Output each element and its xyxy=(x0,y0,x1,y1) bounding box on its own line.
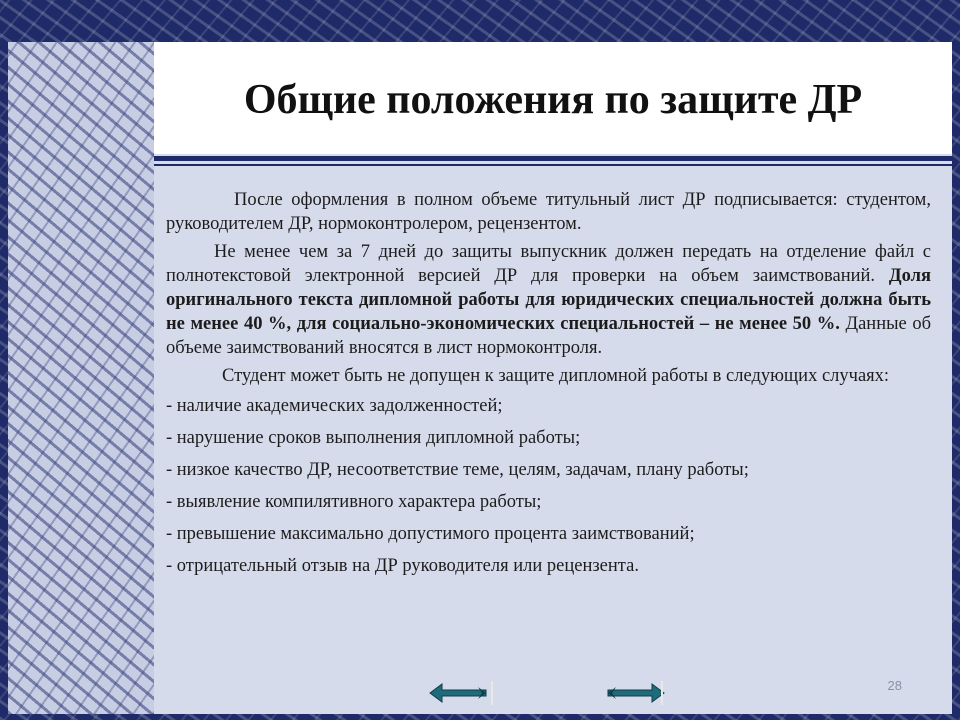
paragraph-admission: Студент может быть не допущен к защите дипломной работы в следующих случаях: xyxy=(222,366,890,386)
pen-pattern-column xyxy=(8,42,154,714)
slide-title: Общие положения по защите ДР xyxy=(243,77,863,123)
paragraph-text: Не менее чем за 7 дней до защиты выпускник должен передать на отделение файл с полнотекстовой электронной версией ДР для проверки на объем заимствований. xyxy=(166,242,931,286)
list-item: - превышение максимально допустимого процента заимствований; xyxy=(166,524,695,544)
title-box xyxy=(154,42,952,154)
list-item: - наличие академических задолженностей; xyxy=(166,396,503,416)
slide-body xyxy=(166,188,931,586)
list-item: - нарушение сроков выполнения дипломной работы; xyxy=(166,428,581,448)
page-number: 28 xyxy=(887,678,902,693)
paragraph-text: Данные об объеме заимствований вносятся в лист нормоконтроля. xyxy=(166,314,931,358)
list-item: - низкое качество ДР, несоответствие теме, целям, задачам, плану работы; xyxy=(166,460,749,480)
list-item: - выявление компилятивного характера работы; xyxy=(166,492,542,512)
next-slide-button[interactable] xyxy=(596,678,666,708)
arrow-right-icon xyxy=(596,678,666,708)
originality-requirement: Доля оригинального текста дипломной работы для юридических специальностей должна быть не менее 40 %, для социально-экономических специальностей – не менее 50 %. xyxy=(166,266,932,334)
title-divider-thin xyxy=(154,164,952,166)
title-divider-thick xyxy=(154,156,952,161)
previous-slide-button[interactable] xyxy=(428,678,498,708)
slide xyxy=(8,42,952,714)
paragraph-signatures: После оформления в полном объеме титульный лист ДР подписывается: студентом, руководителем ДР, нормоконтролером, рецензентом. xyxy=(166,190,931,234)
arrow-left-icon xyxy=(428,678,498,708)
list-item: - отрицательный отзыв на ДР руководителя или рецензента. xyxy=(166,556,639,576)
paragraph-plagiarism-check xyxy=(166,240,931,360)
